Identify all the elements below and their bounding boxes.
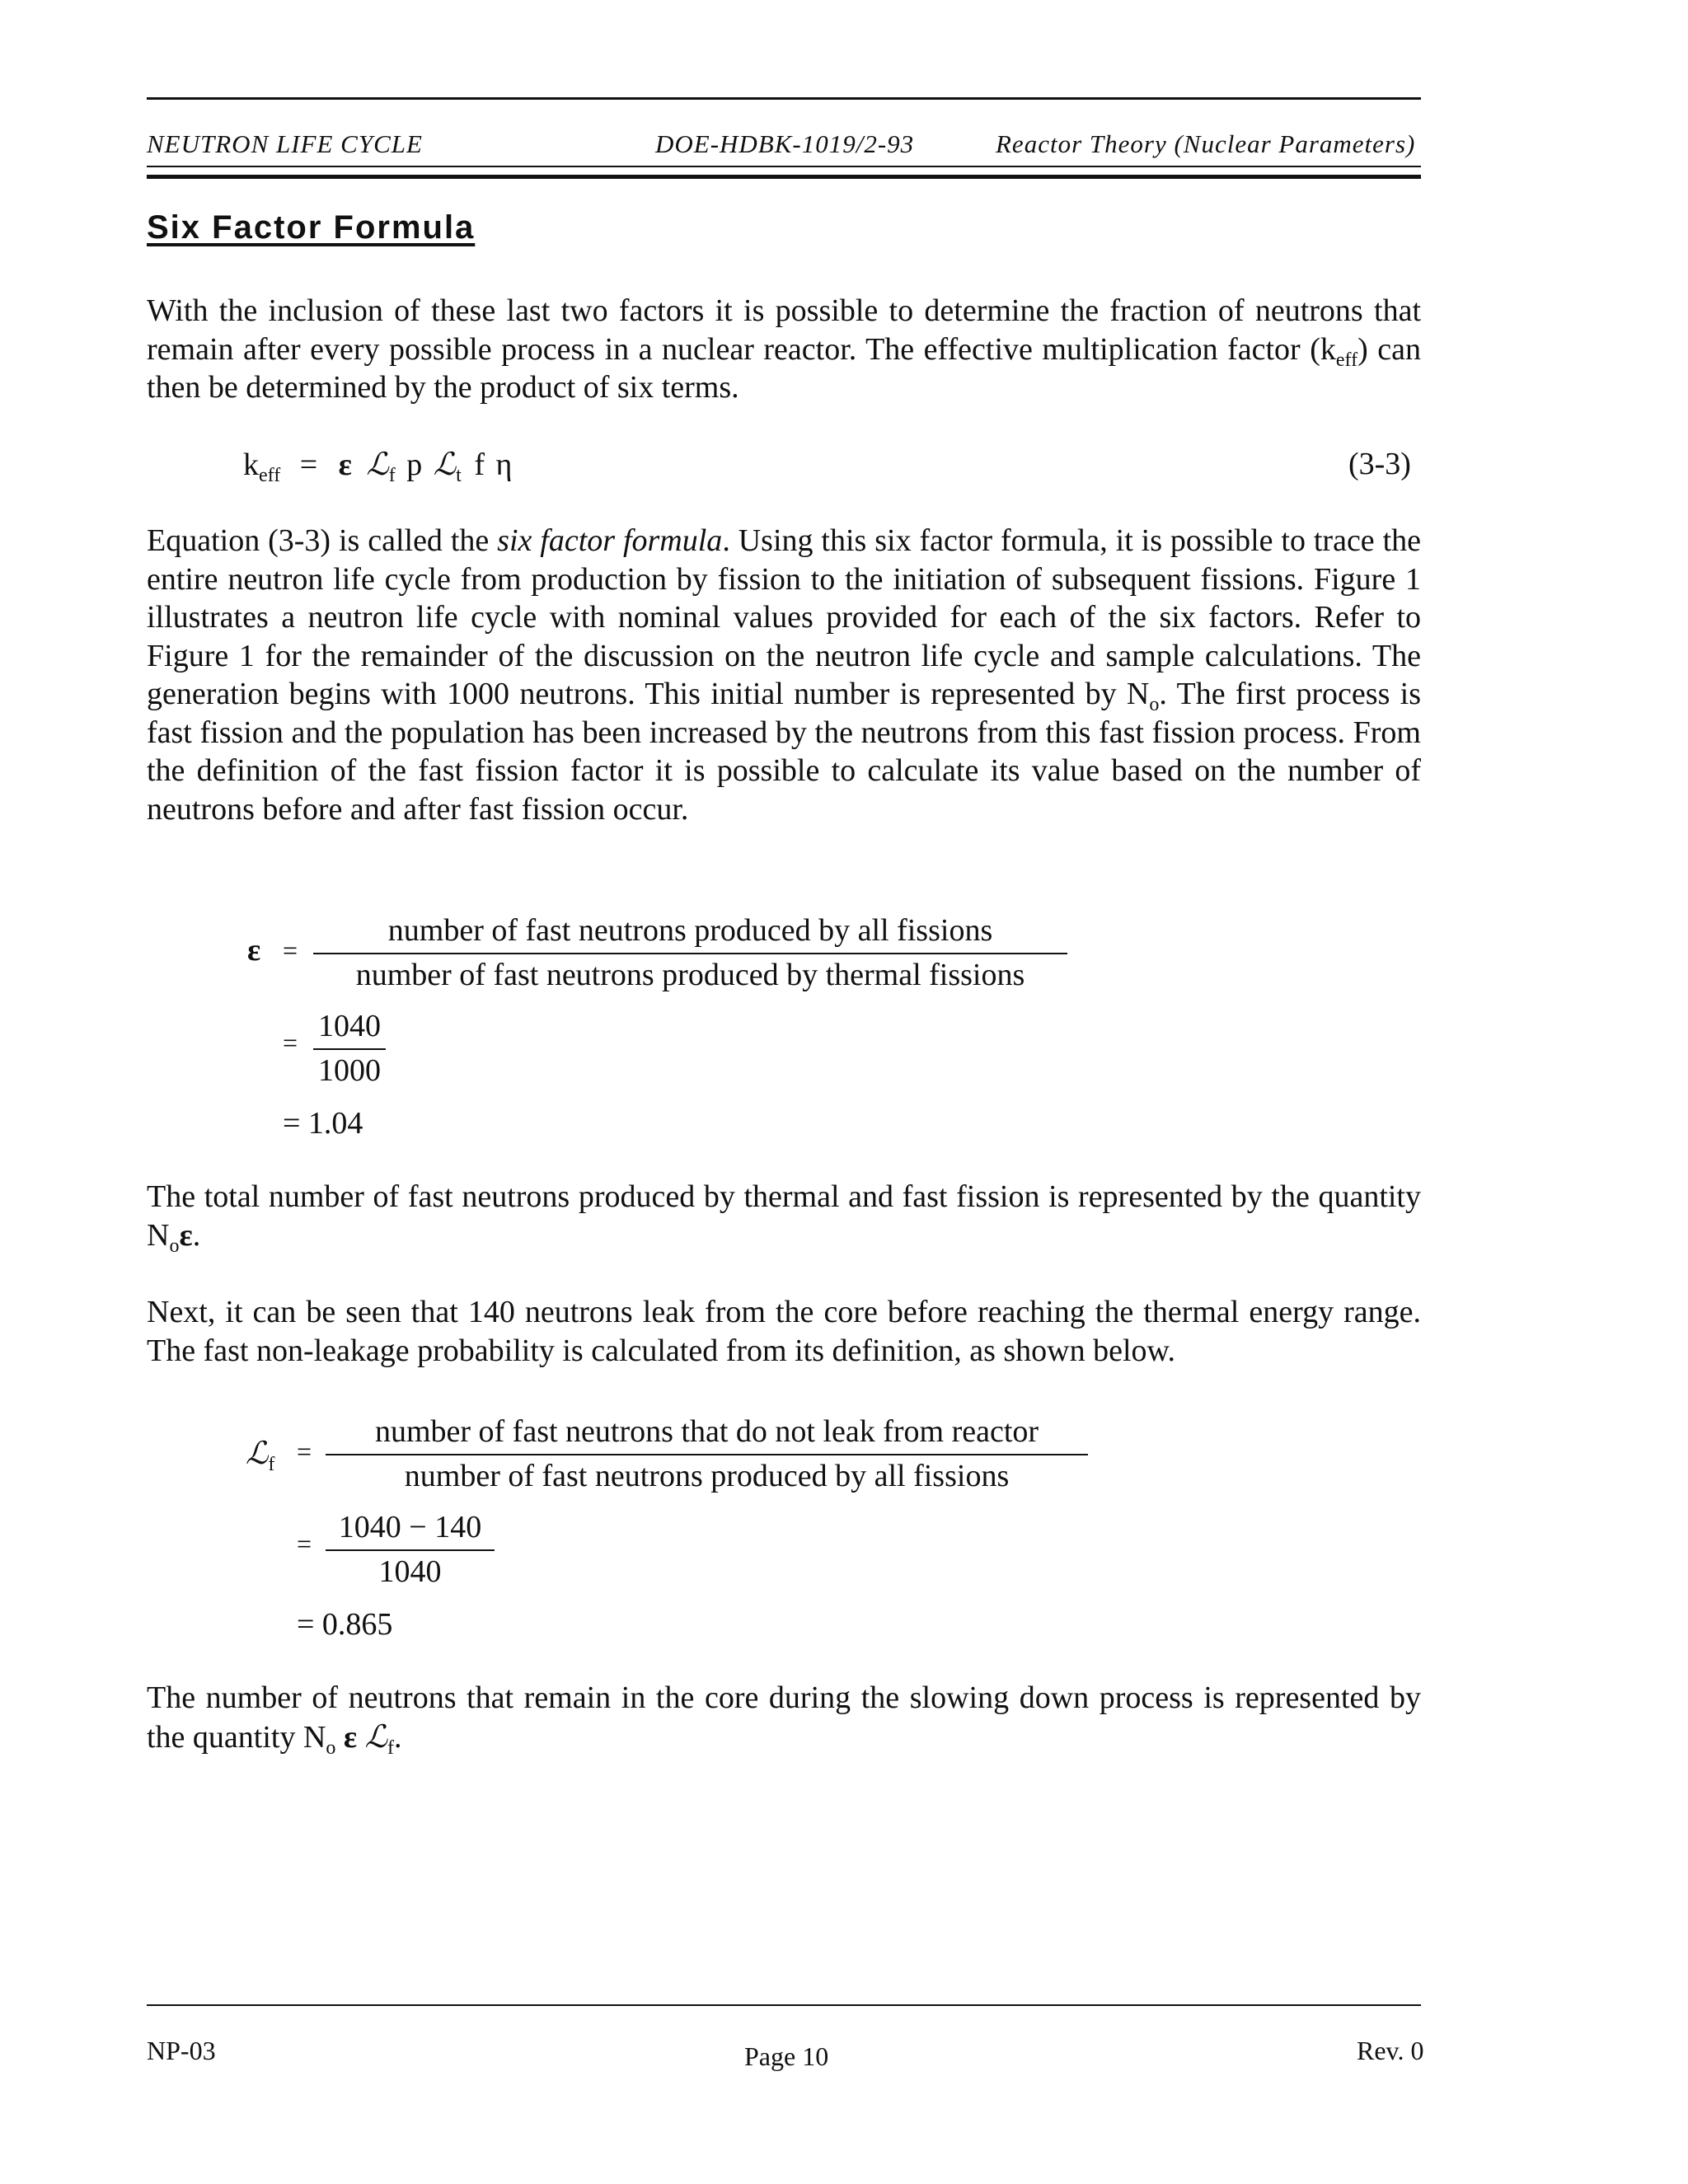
lf-step-equals: = [297, 1529, 312, 1558]
fast-nonleakage-sub: f [387, 1736, 395, 1759]
epsilon-inline: ε [343, 1719, 358, 1755]
six-factor-equation [243, 445, 512, 484]
fast-nonleakage-symbol: ℒ [246, 1435, 269, 1471]
epsilon-result: = 1.04 [283, 1106, 363, 1141]
paragraph-six-factor-text-3: . The first process is fast fission and the population has been increased by the neutrons from this fast fission process. From the definition of the fast fission factor it is possible to calculate its value based on the number of neutrons before and after fast fission occur. [147, 677, 1422, 827]
epsilon-denominator: number of fast neutrons produced by thermal fissions [355, 958, 1025, 992]
paragraph-six-factor [147, 522, 1421, 828]
epsilon-eq-symbol: ε [247, 933, 261, 968]
paragraph-intro-text-1: With the inclusion of these last two factors it is possible to determine the fraction of neutrons that remain after every possible process in a nuclear reactor. The effective multiplication factor (k [147, 293, 1421, 367]
paragraph-total-fast-text-2: . [192, 1217, 201, 1253]
resonance-escape-symbol: p [406, 448, 423, 482]
equation-number: (3-3) [1348, 447, 1411, 481]
lf-fraction-bar [326, 1454, 1088, 1455]
paragraph-slowing-down-text: The number of neutrons that remain in the core during the slowing down process is represented by the quantity N [147, 1680, 1421, 1755]
fast-nonleakage-sub: f [388, 465, 396, 486]
lf-step-fraction-bar [326, 1549, 495, 1551]
paragraph-slowing-down [147, 1679, 1421, 1759]
epsilon-step-fraction-bar [313, 1048, 386, 1050]
epsilon-numerator: number of fast neutrons produced by all fissions [387, 913, 993, 948]
fast-nonleakage-symbol: ℒ [366, 446, 389, 482]
epsilon-eq-equals: = [283, 935, 298, 965]
paragraph-total-fast [147, 1178, 1421, 1257]
epsilon-fraction-bar [313, 953, 1067, 954]
header-center: DOE-HDBK-1019/2-93 [655, 129, 915, 158]
paragraph-six-factor-text-1: Equation (3-3) is called the [147, 523, 498, 558]
footer-left: NP-03 [147, 2036, 216, 2065]
footer-rule [147, 2004, 1421, 2006]
no-subscript: o [1149, 694, 1160, 715]
paragraph-leakage: Next, it can be seen that 140 neutrons leak from the core before reaching the thermal energy range. The fast non-leakage probability is calculated from its definition, as shown below. [147, 1295, 1421, 1368]
header-left: NEUTRON LIFE CYCLE [147, 129, 423, 158]
lf-eq-symbol [246, 1434, 274, 1473]
six-factor-formula-term: six factor formula [497, 523, 723, 558]
thermal-nonleakage-sub: t [456, 465, 462, 486]
paragraph-total-fast-text-1: The total number of fast neutrons produced by thermal and fast fission is represented by the quantity N [147, 1179, 1421, 1253]
epsilon-step-denominator: 1000 [318, 1053, 381, 1088]
epsilon-symbol: ε [338, 448, 352, 482]
no-subscript: o [326, 1736, 336, 1759]
reproduction-factor-symbol: η [495, 448, 513, 482]
header-bottom-rule-thick [147, 175, 1421, 179]
header-right: Reactor Theory (Nuclear Parameters) [996, 129, 1416, 158]
keff-symbol-sub: eff [259, 465, 281, 486]
lf-step-numerator: 1040 − 140 [338, 1510, 482, 1544]
paragraph-intro [147, 292, 1421, 407]
header-bottom-rule-thin [147, 166, 1421, 167]
fast-nonleakage-inline: ℒ [364, 1718, 388, 1755]
footer-page-number: Page 10 [744, 2041, 829, 2071]
thermal-nonleakage-symbol: ℒ [433, 446, 457, 482]
epsilon-step-numerator: 1040 [318, 1009, 381, 1043]
equation-equals: = [299, 448, 318, 482]
paragraph-intro-text-2: ) can then be determined by the product of six terms. [147, 331, 1421, 405]
lf-denominator: number of fast neutrons produced by all fissions [404, 1459, 1010, 1493]
epsilon-inline: ε [179, 1217, 193, 1253]
period: . [394, 1719, 402, 1755]
thermal-utilization-symbol: f [474, 448, 485, 482]
lf-result: = 0.865 [297, 1607, 393, 1642]
paragraph-six-factor-text-2: . Using this six factor formula, it is possible to trace the entire neutron life cycle from production by fission to the initiation of subsequent fissions. Figure 1 illustrates a neutron life cycle with nominal values provided for each of the six factors. Refer to Figure 1 for the remainder of the discussion on the neutron life cycle and sample calculations. The generation begins with 1000 neutrons. This initial number is represented by N [147, 523, 1421, 711]
lf-eq-equals: = [297, 1436, 312, 1466]
epsilon-step-equals: = [283, 1028, 298, 1057]
lf-numerator: number of fast neutrons that do not leak from reactor [374, 1414, 1039, 1449]
keff-subscript: eff [1335, 349, 1358, 371]
keff-symbol: k [243, 448, 259, 482]
section-title: Six Factor Formula [147, 209, 476, 246]
lf-step-denominator: 1040 [378, 1554, 442, 1589]
no-subscript: o [169, 1235, 180, 1257]
fast-nonleakage-sub: f [268, 1454, 275, 1475]
footer-revision: Rev. 0 [1357, 2036, 1424, 2065]
header-top-rule [147, 97, 1421, 100]
